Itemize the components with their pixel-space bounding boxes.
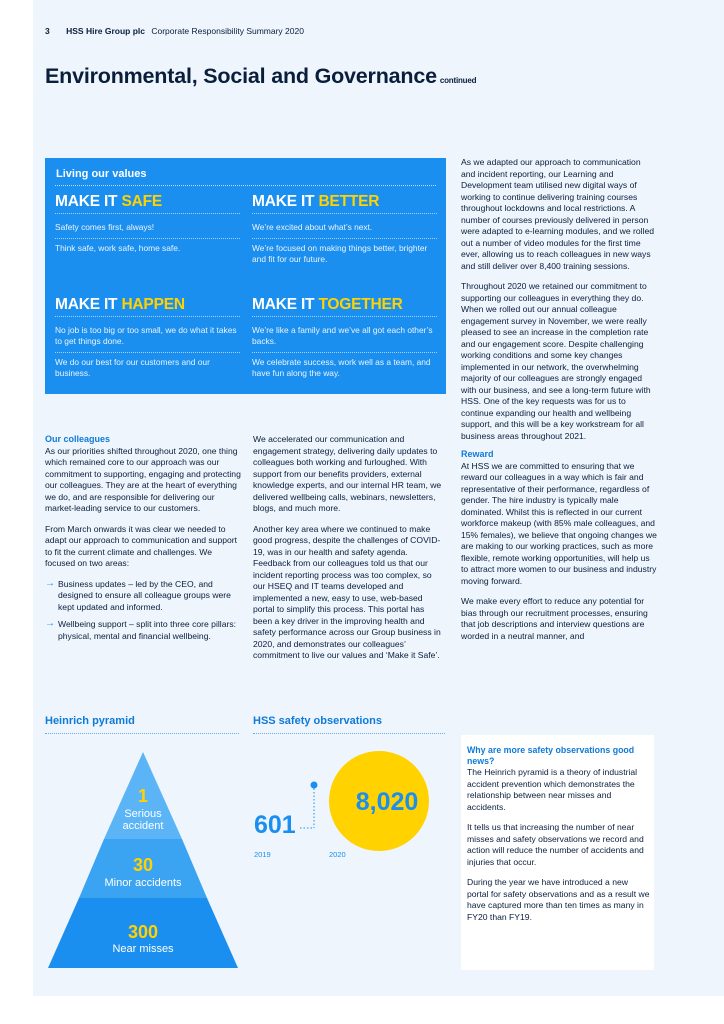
paragraph: As we adapted our approach to communication and incident reporting, our Learning and Development team utilised new digital ways of working to continue delivering training courses throughout lockdowns and local restrictions. A number of courses previously delivered in person were adapted to e-learning modules, and we rolled out a number of video modules for the first time ever, allowing us to reach colleagues in new ways and still deliver over 8,400 training sessions. [461,157,655,271]
document-name: Corporate Responsibility Summary 2020 [151,26,304,36]
paragraph: We make every effort to reduce any potential for bias through our recruitment processes, ensuring that job descriptions and interview questions are worded in a neutral manner, and [461,596,648,641]
value-make-it-happen [55,296,240,384]
bullet-item: → Wellbeing support – split into three core pillars: physical, mental and financial wellbeing. [45,618,237,641]
why-good-news-box [461,735,654,970]
running-header [45,26,304,36]
pyramid-value: 30 [132,855,154,875]
arrow-right-icon: → [45,577,55,589]
value-line: We’re focused on making things better, brighter and fit for our future. [252,243,428,264]
pyramid-label: Near misses [112,943,174,955]
pyramid-value: 1 [137,786,149,806]
bullet-item: → Business updates – led by the CEO, and designed to ensure all colleague groups were kept updated and informed. [45,577,231,612]
value-line: We’re like a family and we’ve all got each other’s backs. [252,321,437,353]
value-line: Safety comes first, always! [55,218,240,239]
value-line: We do our best for our customers and our business. [55,357,210,378]
value-title: MAKE IT BETTER [252,193,380,210]
arrow-right-icon: → [45,618,55,629]
value-line: Think safe, work safe, home safe. [55,243,181,253]
colleagues-section [45,434,241,648]
safety-observations-chart [250,745,450,865]
value-2019: 601 [254,811,296,839]
year-label-2020: 2020 [329,850,346,859]
page-title [45,64,476,89]
values-heading: Living our values [56,168,147,180]
safety-observations-heading: HSS safety observations [253,715,382,727]
paragraph: It tells us that increasing the number of near misses and safety observations we record and action will reduce the number of accidents and injuries that occur. [467,822,644,867]
paragraph: During the year we have introduced a new portal for safety observations and as a result we have captured more than ten times as many in FY20 than FY19. [467,877,650,922]
page-title-text: Environmental, Social and Governance [45,64,437,88]
value-title: MAKE IT TOGETHER [252,296,403,313]
paragraph: As our priorities shifted throughout 2020, one thing which remained core to our approach was our commitment to supporting, engaging and protecting our colleagues. They are at the heart of everything we do, and are responsible for delivering our market-leading service to our customers. [45,445,241,513]
bubble-2019 [311,782,318,789]
paragraph: From March onwards it was clear we needed to adapt our approach to communication and support to fit the current climate and challenges. We focused on two areas: [45,523,238,568]
pyramid-heading: Heinrich pyramid [45,715,135,727]
paragraph: Another key area where we continued to make good progress, despite the challenges of COVID-19, was in our health and safety agenda. Feedback from our colleagues told us that our incident reporting process was too complex, so our HSEQ and IT teams developed and implemented a new, easy to use, web-based portal to simplify this process. This portal has been a key driver in the improving health and safety performance across our Group business in 2020, and demonstrates our colleagues’ commitment to live our values and ‘Make it Safe’. [253,523,441,660]
value-line: We’re excited about what’s next. [252,218,437,239]
heinrich-pyramid [43,752,243,970]
value-title: MAKE IT SAFE [55,193,162,210]
value-line: No job is too big or too small, we do what it takes to get things done. [55,321,240,353]
pyramid-value: 300 [127,922,159,942]
company-name: HSS Hire Group plc [66,26,145,36]
pyramid-label: accident [122,820,164,832]
value-title: MAKE IT HAPPEN [55,296,185,313]
value-make-it-together [252,296,437,384]
paragraph: The Heinrich pyramid is a theory of industrial accident prevention which demonstrates the relationship between near misses and accidents. [467,767,638,812]
divider [253,733,445,734]
values-panel [45,158,446,394]
reward-heading: Reward [461,449,494,459]
paragraph: We accelerated our communication and engagement strategy, delivering daily updates to colleagues both working and furloughed. With support from our benefits providers, external knowledge experts, and our internal HR team, we delivered wellbeing calls, webinars, newsletters, blogs, and much more. [253,434,442,513]
value-line: We celebrate success, work well as a team, and have fun along the way. [252,357,431,378]
year-label-2019: 2019 [254,850,271,859]
divider [55,185,436,186]
divider [45,733,239,734]
right-column [461,157,657,651]
paragraph: Throughout 2020 we retained our commitment to supporting our colleagues in everything they do. When we rolled out our annual colleague engagement survey in November, we were really pleased to see an increase in the completion rate and our engagement score. Despite challenging working conditions and some key changes implemented in our network, the overwhelming majority of our colleagues are strongly engaged with our business, and see a long-term future with HSS. One of the key requests was for us to continue expanding our health and wellbeing support, and this will be a key workstream for all business areas throughout 2021. [461,281,651,441]
why-heading: Why are more safety observations good news? [467,745,635,766]
paragraph: At HSS we are committed to ensuring that we reward our colleagues in a way which is fair and representative of their performance, regardless of gender. The hire industry is typically male dominated. Whilst this is reflected in our current workforce makeup (with 85% male colleagues, and 15% females), we believe that ongoing changes we are making to our working practices, such as more flexible, remote working opportunities, will help us to attract more women to our business and industry moving forward. [461,460,657,586]
pyramid-label: Minor accidents [104,877,182,889]
value-make-it-better [252,193,437,270]
value-2020: 8,020 [355,788,419,816]
middle-column [253,434,445,671]
value-make-it-safe [55,193,240,259]
pyramid-label: Serious [124,808,162,820]
page-number: 3 [45,26,50,36]
page-title-suffix: continued [439,76,477,85]
colleagues-heading: Our colleagues [45,434,111,444]
